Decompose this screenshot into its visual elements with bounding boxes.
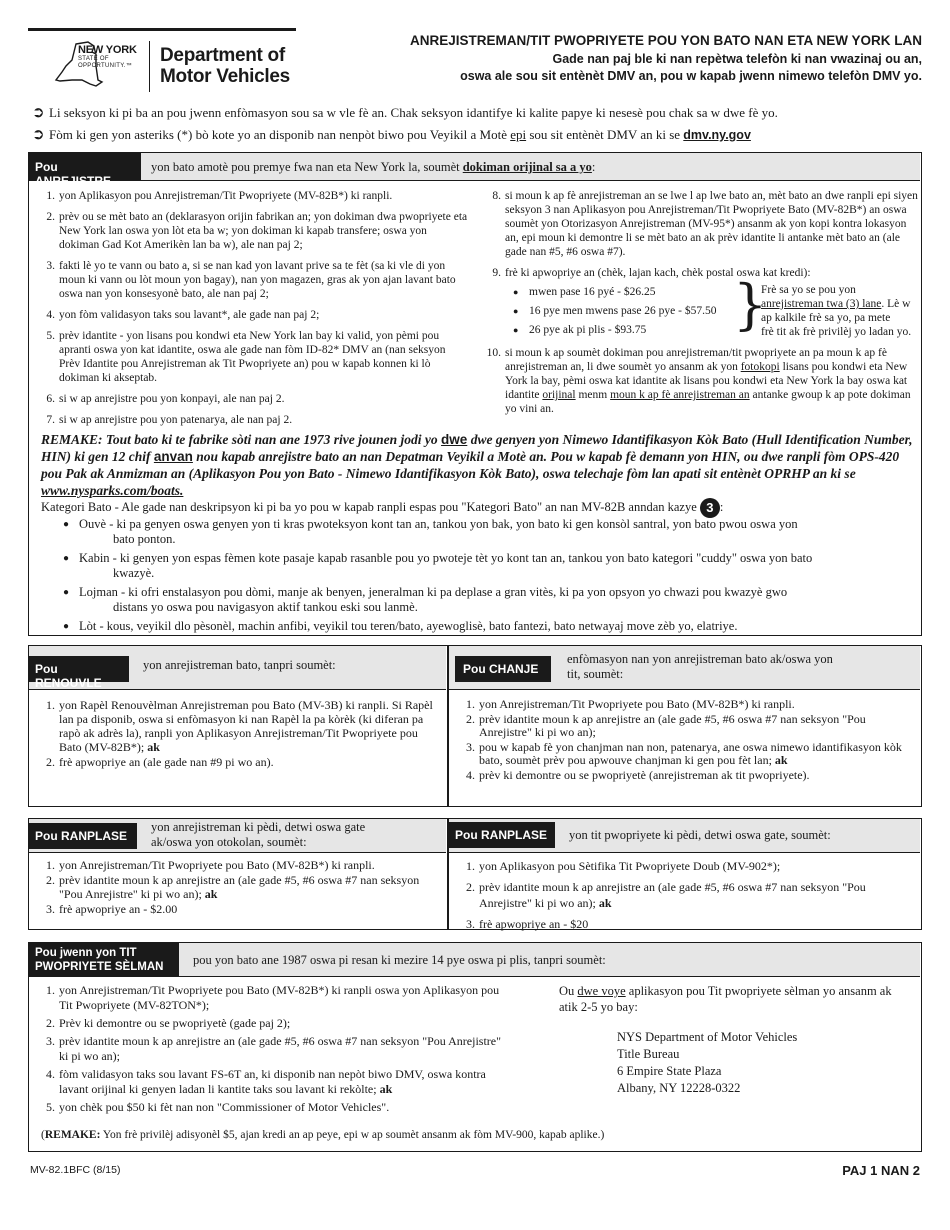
replace-registration-tag: Pou RANPLASE xyxy=(29,823,137,849)
fee-item: ● 26 pye ak pi plis - $93.75 xyxy=(513,323,743,337)
change-section xyxy=(448,645,922,807)
change-list xyxy=(459,698,915,783)
list-item: 5. yon chèk pou $50 ki fèt nan non "Commissioner of Motor Vehicles". xyxy=(46,1100,390,1114)
page-title: ANREJISTREMAN/TIT PWOPRIYETE POU YON BATO NAN ETA NEW YORK LAN xyxy=(409,33,922,48)
dmv-logo-text: Department of Motor Vehicles xyxy=(160,45,290,87)
register-header-text: yon bato amotè pou premye fwa nan eta New York la, soumèt dokiman orijinal sa a yo: xyxy=(151,160,596,174)
list-item: 1. yon Aplikasyon pou Anrejistreman/Tit Pwopriyete (MV-82B*) ki ranpli. xyxy=(46,190,393,202)
replace-title-section xyxy=(448,818,922,930)
list-item: 2. Prèv ki demontre ou se pwopriyetè (gade paj 2); xyxy=(46,1016,291,1030)
list-item: 3. frè apwopriye an - $2.00 xyxy=(46,902,178,916)
fee-list xyxy=(513,285,743,342)
intro-line-1: ➲ Li seksyon ki pi ba an pou jwenn enfòmasyon sou sa w vle fè an. Chak seksyon idantifye ki kalite papye ki nesesè pou chak sa w dwe fè yo. xyxy=(32,103,778,121)
brace-icon: } xyxy=(733,273,768,336)
arrow-icon: ➲ xyxy=(32,125,45,143)
list-item: 1. yon Rapèl Renouvèlman Anrejistreman pou Bato (MV-3B) ki ranpli. Si Rapèl lan pa disponib, oswa si enfòmasyon ki nan Rapèl la pa kòrèk (ki diferan pa rapò ak adrès la), ranpli yon Aplikasyon Anrejistreman/Tit Pwopriyete pou Bato (MV-82B*); ak xyxy=(46,698,433,754)
replace-registration-header-text: yon anrejistreman ki pèdi, detwi oswa gate ak/oswa yon otokolan, soumèt: xyxy=(151,820,366,849)
fee-note: Frè sa yo se pou yon anrejistreman twa (3) lane. Lè w ap kalkile frè sa yo, pa mete frè tit ak frè privilèj yo ladan yo. xyxy=(761,284,912,338)
list-item: 2. frè apwopriye an (ale gade nan #9 pi wo an). xyxy=(46,755,274,769)
change-header-text: enfòmasyon nan yon anrejistreman bato ak/oswa yon tit, soumèt: xyxy=(567,652,833,681)
list-item: 10. si moun k ap soumèt dokiman pou anrejistreman/tit pwopriyete an pa moun k ap fè anrejistreman an, li dwe soumèt yo ansanm ak yon fotokopi lisans pou kondwi eta New York la bay, pèmi oswa kat idantite ak lisans pou kondwi eta New York la bay oswa kat idantite orijinal menm moun k ap fè anrejistreman an antanke gwoup k ap pote dokiman yo vini an. xyxy=(486,347,911,415)
page-number: PAJ 1 NAN 2 xyxy=(842,1163,920,1178)
replace-title-list xyxy=(459,859,917,938)
category-item: ● Lòt - kous, veyikil dlo pèsonèl, machin anfibi, veyikil tou teren/bato, ayewoglisè, bato fantezi, bato netwayaj move zèb yo, elatriye. xyxy=(41,619,913,634)
privilege-fee-remark: (REMAKE: Yon frè privilèj adisyonèl $5, ajan kredi an ap peye, epi w ap soumèt ansanm ak fòm MV-900, kapab aplike.) xyxy=(41,1129,605,1141)
list-item: 9. frè ki apwopriye an (chèk, lajan kach, chèk postal oswa kat kredi): xyxy=(492,267,811,279)
register-list-right xyxy=(485,189,919,284)
category-item: ● Ouvè - ki pa genyen oswa genyen yon ti kras pwoteksyon kont tan an, tankou yon bak, yon bato ki gen konsòl santral, yon bato pwou oswa yon bato ponton. xyxy=(41,517,913,547)
logo-wordmark: NEW YORK STATE OF OPPORTUNITY.™ xyxy=(78,44,137,69)
replace-registration-list xyxy=(39,858,443,917)
list-item: 1. yon Aplikasyon pou Sètifika Tit Pwopriyete Doub (MV-902*); xyxy=(466,859,781,873)
page-subtitle: Gade nan paj ble ki nan repètwa telefòn ki nan vwazinaj ou an, oswa ale sou sit entènèt DMV an, pou w kapab jwenn nimewo telefòn DMV yo. xyxy=(460,52,922,83)
category-item: ● Kabin - ki genyen yon espas fèmen kote pasaje kapab rasanble pou yo pwoteje tèt yo kont tan an, tankou yon bato kategori "cuddy" oswa yon bato kwazyè. xyxy=(41,551,913,581)
title-only-section xyxy=(28,942,922,1152)
list-item: 4. prèv ki demontre ou se pwopriyetè (anrejistreman ak tit pwopriyete). xyxy=(466,767,810,782)
register-list-left xyxy=(39,189,469,434)
change-tag: Pou CHANJE xyxy=(455,656,551,682)
renew-tag: Pou RENOUVLE xyxy=(29,656,129,682)
boat-category-intro: Kategori Bato - Ale gade nan deskripsyon ki pi ba yo pou w kapab ranpli espas pou "Kategori Bato" an nan MV-82B anndan kazye 3 : xyxy=(41,498,913,518)
replace-title-tag: Pou RANPLASE xyxy=(449,822,555,848)
header-rule xyxy=(28,28,296,31)
list-item: 3. fakti lè yo te vann ou bato a, si se nan kad yon lavant prive sa te fèt (sa ki vle di yon moun ki vann ou lòt moun yon bagay), nan yon magazen, gras ak yon ajan lavant bato oswa nan yon konsesyonè bato, ale nan paj 2; xyxy=(46,260,456,300)
list-item: 3. pou w kapab fè yon chanjman nan non, patenarya, ane oswa nimewo idantifikasyon kòk bato, soumèt prèv pou apwouve chanjman ki gen pou fèt lan; ak xyxy=(466,739,902,767)
list-item: 5. prèv idantite - yon lisans pou kondwi eta New York lan bay ki valid, yon pèmi pou apranti oswa yon kat idantite, oswa ale gade nan fòm ID-82* DMV an (nan seksyon Prèv Idantite pou Anrejistreman ak Tit Pwopriyete an) pou w kapab konnen ki lò dokiman ki akseptab. xyxy=(46,330,446,384)
list-item: 8. si moun k ap fè anrejistreman an se lwe l ap lwe bato an, mèt bato an dwe ranpli epi siyen seksyon 3 nan Aplikasyon pou Anrejistreman/Tit Pwopriyete Bato (MV-82B*) an oswa soumèt yon Otorizasyon Anrejistreman (MV-95*) ansanm ak yon kopi kontra lokasyon an, epi moun ki demontre li se mèt bato an ak prèv idantite li antanke mèt bato an (ale gade nan #5, #6 oswa #7). xyxy=(492,190,918,258)
list-item: 4. fòm validasyon taks sou lavant FS-6T an, ki disponib nan nepòt biwo DMV, oswa kontra lavant orijinal ki genyen ladan li kantite taks sou lavant ki rekòlte; ak xyxy=(46,1067,486,1096)
intro-line-2: ➲ Fòm ki gen yon asteriks (*) bò kote yo an disponib nan nenpòt biwo pou Veyikil a Motè epi sou sit entènèt DMV an ki se dmv.ny.gov xyxy=(32,125,751,143)
replace-registration-section xyxy=(28,818,448,930)
category-item: ● Lojman - ki ofri enstalasyon pou dòmi, manje ak benyen, jeneralman ki pa deplase a gran vitès, ki pa yon opsyon yo chwazi pou kwazyè gwo distans yo oswa pou navigasyon aktif tankou eski sou lanmè. xyxy=(41,585,913,615)
mailing-address: NYS Department of Motor Vehicles Title Bureau 6 Empire State Plaza Albany, NY 12228-0322 xyxy=(617,1030,798,1095)
list-item: 1. yon Anrejistreman/Tit Pwopriyete pou Bato (MV-82B*) ki ranpli oswa yon Aplikasyon pou Tit Pwopriyete (MV-82TON*); xyxy=(46,983,500,1012)
boat-category-list xyxy=(41,517,913,638)
list-item: 4. yon fòm validasyon taks sou lavant*, ale gade nan paj 2; xyxy=(46,309,320,321)
list-item: 2. prèv idantite moun k ap anrejistre an (ale gade #5, #6 oswa #7 nan seksyon "Pou Anrejistre" ki pi wo an); ak xyxy=(466,880,866,910)
renew-section xyxy=(28,645,448,807)
fee-item: ● mwen pase 16 pyé - $26.25 xyxy=(513,285,743,299)
list-item: 2. prèv idantite moun k ap anrejistre an (ale gade #5, #6 oswa #7 nan seksyon "Pou Anrejistre" ki pi wo an); ak xyxy=(46,873,420,901)
list-item: 7. si w ap anrejistre pou yon patenarya, ale nan paj 2. xyxy=(46,414,293,426)
list-item: 1. yon Anrejistreman/Tit Pwopriyete pou Bato (MV-82B*) ki ranpli. xyxy=(466,697,795,711)
title-only-tag: Pou jwenn yon TIT PWOPRIYETE SÈLMAN xyxy=(29,943,179,977)
fee-item: ● 16 pye men mwens pase 26 pye - $57.50 xyxy=(513,304,743,318)
register-section xyxy=(28,152,922,636)
logo-divider xyxy=(149,41,150,92)
renew-header-text: yon anrejistreman bato, tanpri soumèt: xyxy=(143,658,336,672)
arrow-icon: ➲ xyxy=(32,103,45,121)
replace-title-header-text: yon tit pwopriyete ki pèdi, detwi oswa gate, soumèt: xyxy=(569,828,831,842)
list-item: 2. prèv ou se mèt bato an (deklarasyon orijin fabrikan an; yon dokiman dwa pwopriyete eta New York lan oswa yon lòt eta ba w; yon dokiman ki kapab transfere; oswa yon dokiman Gad Kot Amerikèn lan ba w), ale nan paj 2; xyxy=(46,211,468,251)
list-item: 2. prèv idantite moun k ap anrejistre an (ale gade #5, #6 oswa #7 nan seksyon "Pou Anrejistre" ki pi wo an); xyxy=(466,711,866,739)
register-list-right-2 xyxy=(485,346,919,423)
list-item: 3. frè apwopriye an - $20 xyxy=(466,917,589,931)
list-item: 3. prèv idantite moun k ap anrejistre an (ale gade #5, #6 oswa #7 nan seksyon "Pou Anrejistre" ki pi wo an); xyxy=(46,1034,502,1063)
box-number-badge: 3 xyxy=(700,498,720,518)
hin-remark: REMAKE: Tout bato ki te fabrike sòti nan ane 1973 rive jounen jodi yo dwe dwe genyen yon Nimewo Idantifikasyon Kòk Bato (Hull Identification Number, HIN) ki gen 12 chif anvan nou kapab anrejistre bato an nan Depatman Veyikil a Motè an. Pou w kapab fè demann yon HIN, ou dwe ranpli fòm OPS-420 pou Pak ak Anmizman an (Aplikasyon Pou yon Bato - Nimewo Idantifikasyon Kòk Bato), oswa telechaje fòm lan apati sit entènèt OPRHP an ki se www.nysparks.com/boats. xyxy=(41,432,913,498)
form-id: MV-82.1BFC (8/15) xyxy=(30,1164,121,1176)
register-tag: Pou ANREJISTRE xyxy=(29,153,141,181)
title-only-list xyxy=(39,983,509,1118)
mail-instructions: Ou dwe voye aplikasyon pou Tit pwopriyete sèlman yo ansanm ak atik 2-5 yo bay: xyxy=(559,984,892,1014)
list-item: 6. si w ap anrejistre pou yon konpayi, ale nan paj 2. xyxy=(46,393,285,405)
dmv-website-link[interactable]: dmv.ny.gov xyxy=(683,128,751,142)
title-only-header-text: pou yon bato ane 1987 oswa pi resan ki mezire 14 pye oswa pi plis, tanpri soumèt: xyxy=(193,953,606,967)
list-item: 1. yon Anrejistreman/Tit Pwopriyete pou Bato (MV-82B*) ki ranpli. xyxy=(46,858,375,872)
renew-list xyxy=(39,698,439,770)
nysparks-link[interactable]: www.nysparks.com/boats. xyxy=(41,483,184,498)
